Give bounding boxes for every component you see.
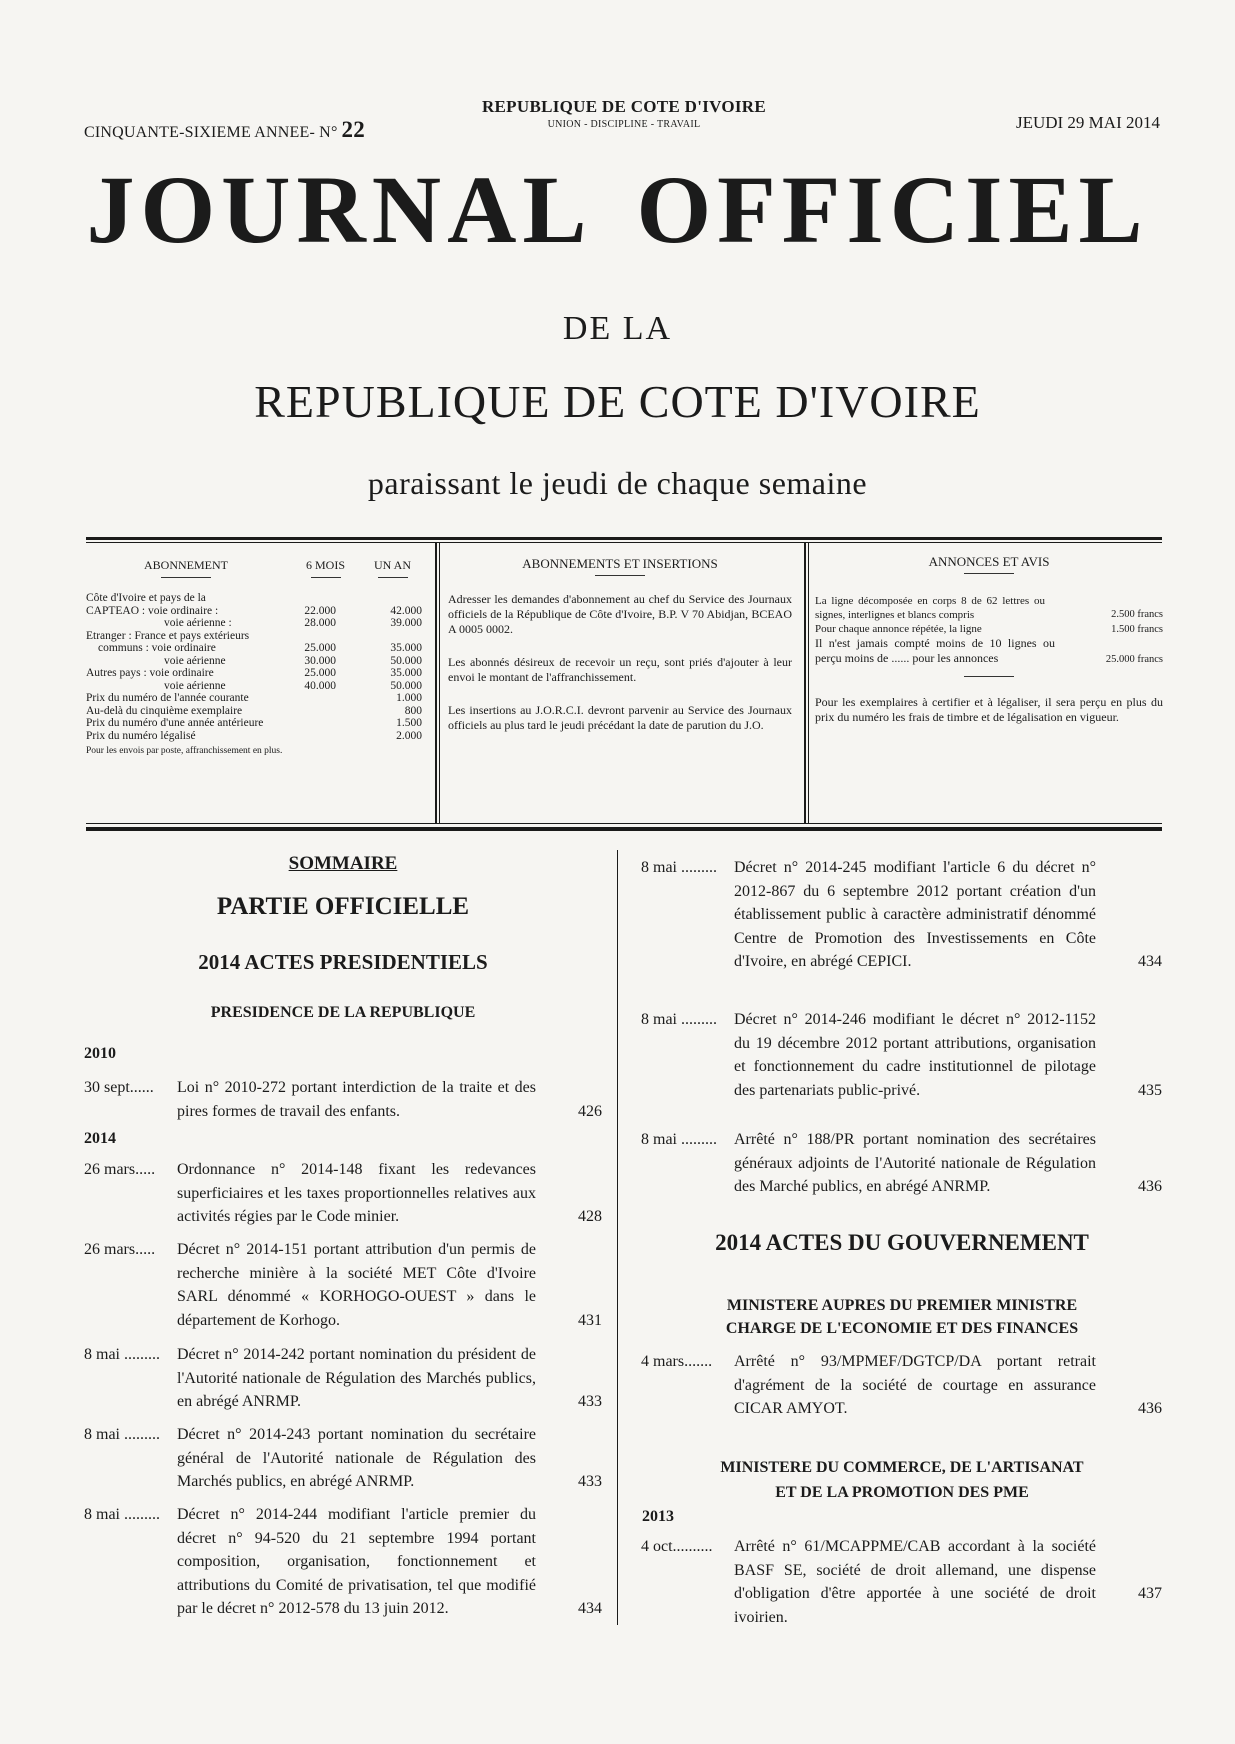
box-divider-1b [439,543,440,823]
subscription-row-label: Prix du numéro légalisé [86,729,196,742]
toc-column-divider [617,850,618,1625]
toc-entry-date: 26 mars..... [84,1161,156,1178]
subscription-box [86,556,422,759]
toc-entry-date: 4 oct.......... [641,1538,713,1555]
year-2013: 2013 [642,1508,674,1525]
toc-entry[interactable] [84,1423,602,1494]
partie-officielle-heading: PARTIE OFFICIELLE [216,893,470,920]
subscription-row-label: voie aérienne [164,654,226,667]
subscription-row-unan: 39.000 [390,617,422,629]
subscription-row-6mois: 30.000 [304,654,336,667]
subscription-header [86,556,422,592]
ministere-commerce-line-1: MINISTERE DU COMMERCE, DE L'ARTISANAT [720,1459,1084,1476]
box-divider-2b [808,543,809,823]
actes-gouvernement-heading: 2014 ACTES DU GOUVERNEMENT [715,1230,1089,1255]
ministere-commerce-heading [640,1455,1164,1505]
subscription-row-label: CAPTEAO : voie ordinaire : [86,604,219,617]
col-un-an: UN AN [374,558,412,572]
ministere-economie-heading [640,1294,1164,1340]
ministere-economie-line-2: CHARGE DE L'ECONOMIE ET DES FINANCES [725,1320,1079,1337]
country-motto: UNION - DISCIPLINE - TRAVAIL [547,119,701,130]
annonces-p3-price: 25.000 francs [1105,654,1163,665]
insertions-p1: Adresser les demandes d'abonnement au chef du Service des Journaux officiels de la République de Côte d'Ivoire, B.P. V 70 Abidjan, BCEAO A 0005 0002. [448,592,792,636]
annonces-p1-price: 2.500 francs [1111,609,1163,620]
toc-entry-text: Loi n° 2010-272 portant interdiction de la traite et des pires formes de travail des enfants. [177,1079,536,1120]
subscription-label: ABONNEMENT [144,558,228,572]
annonces-p2-price: 1.500 francs [1111,624,1163,635]
subscription-row-label: communs : voie ordinaire [98,642,216,654]
toc-entry-text: Ordonnance n° 2014-148 fixant les redevances superficiaires et les taxes proportionnelles relatives aux activités régies par le Code minier. [177,1161,536,1225]
annonces-p2: Pour chaque annonce répétée, la ligne [815,623,982,635]
subscription-row-unan: 50.000 [390,679,422,692]
toc-entry-page: 428 [578,1208,602,1225]
issue-label [84,117,365,143]
toc-entry-date: 4 mars....... [641,1353,713,1370]
year-2010: 2010 [84,1045,116,1062]
subscription-row [86,730,422,743]
subscription-row-label: Prix du numéro d'une année antérieure [86,717,264,729]
subscription-row [86,717,422,730]
insertions-title: ABONNEMENTS ET INSERTIONS [522,556,718,571]
annonces-p4: Pour les exemplaires à certifier et à légaliser, il sera perçu en plus du prix du numéro les frais de timbre et de légalisation en vigueur. [815,695,1163,724]
republic-title: REPUBLIQUE DE COTE D'IVOIRE [254,376,981,427]
toc-entry[interactable] [84,1503,602,1621]
box-bottom-rule-thin [86,823,1162,824]
toc-entry-page: 437 [1138,1585,1162,1602]
issue-date: JEUDI 29 MAI 2014 [1015,113,1160,132]
issue-prefix: CINQUANTE-SIXIEME ANNEE- N° [84,124,338,141]
subscription-row-label: voie aérienne : [164,617,232,629]
toc-entry-page: 434 [578,1600,602,1617]
masthead-title [0,156,1235,263]
toc-entry-text: Arrêté n° 61/MCAPPME/CAB accordant à la société BASF SE, société de droit allemand, une dispense d'obligation d'être apportée à une société de droit ivoirien. [734,1538,1096,1626]
toc-entry-text: Arrêté n° 188/PR portant nomination des secrétaires généraux adjoints de l'Autorité nationale de Régulation des Marché publics, en abrégé ANRMP. [734,1131,1096,1195]
ministere-economie-line-1: MINISTERE AUPRES DU PREMIER MINISTRE [726,1297,1078,1314]
toc-entry-text: Décret n° 2014-246 modifiant le décret n° 2012-1152 du 19 décembre 2012 portant attributions, organisation et fonctionnement du cadre institutionnel de pilotage des partenariats public-privé. [734,1011,1096,1099]
ministere-commerce-line-2: ET DE LA PROMOTION DES PME [775,1484,1029,1501]
box-divider-1 [435,543,437,823]
toc-entry-text: Décret n° 2014-245 modifiant l'article 6 du décret n° 2012-867 du 6 septembre 2012 portant création d'un établissement public à caractère administratif dénommé Centre de Promotion des Investissements en Côte d'Ivoire, en abrégé CEPICI. [734,859,1096,970]
subscription-row-6mois: 25.000 [304,642,336,654]
insertions-p2: Les abonnés désireux de recevoir un reçu, sont priés d'ajouter à leur envoi le montant de l'affranchissement. [448,655,792,684]
toc-entry-text: Décret n° 2014-243 portant nomination du secrétaire général de l'Autorité nationale de Régulation des Marchés publics, en abrégé ANRMP. [177,1426,536,1490]
subscription-row-unan: 35.000 [390,642,422,654]
toc-entry[interactable] [84,1076,602,1123]
subscription-row [86,617,422,630]
subscription-row-unan: 42.000 [390,604,422,617]
subscription-row [86,692,422,705]
subscription-row-6mois: 25.000 [304,667,336,679]
toc-entry[interactable] [84,1343,602,1414]
toc-entry-page: 436 [1138,1400,1162,1417]
top-row [84,97,1160,143]
annonces-box [815,554,1163,725]
tagline: paraissant le jeudi de chaque semaine [367,465,868,501]
toc-entry-date: 30 sept...... [84,1079,154,1096]
subscription-row [86,605,422,618]
toc-entry-date: 8 mai ......... [641,1011,717,1028]
de-la: DE LA [562,310,673,347]
toc-entry-text: Décret n° 2014-151 portant attribution d'un permis de recherche minière à la société MET Côte d'Ivoire SARL dénommé « KORHOGO-OUEST » dans le département de Korhogo. [177,1241,536,1329]
subscription-row-label: Etranger : France et pays extérieurs [86,629,250,642]
subscription-row-label: Autres pays : voie ordinaire [86,667,214,679]
issue-number: 22 [341,117,365,142]
toc-entry-date: 8 mai ......... [641,859,717,876]
year-2014: 2014 [84,1130,116,1147]
subscription-row-6mois: 800 [404,704,422,717]
insertions-p3: Les insertions au J.O.R.C.I. devront parvenir au Service des Journaux officiels au plus tard le jeudi précédant la date de parution du J.O. [448,703,792,732]
insertions-box [448,556,792,733]
subscription-row [86,592,422,605]
toc-entry[interactable] [641,1128,1162,1199]
toc-entry-page: 436 [1138,1178,1162,1195]
subscription-row-6mois: 22.000 [304,604,336,617]
subscription-row-6mois: 28.000 [304,617,336,629]
country-block [474,97,774,130]
subscription-row-unan: 50.000 [390,654,422,667]
col-6-mois: 6 MOIS [306,558,346,572]
subscription-rows [86,592,422,742]
annonces-row-2 [815,622,1163,636]
toc-entry-page: 431 [578,1311,602,1329]
subscription-row [86,630,422,643]
toc-entry-date: 8 mai ......... [84,1506,160,1523]
subscription-row-6mois: 1.500 [396,717,422,729]
toc-entry-page: 434 [1138,953,1162,970]
sommaire-heading: SOMMAIRE [288,853,398,874]
subscription-row-6mois: 40.000 [304,679,336,692]
box-top-rule-thin [86,542,1162,543]
subscription-row-label: voie aérienne [164,679,226,692]
toc-entry-date: 8 mai ......... [641,1131,717,1148]
actes-presidentiels-heading: 2014 ACTES PRESIDENTIELS [198,950,488,974]
subscription-row-label: Au-delà du cinquième exemplaire [86,704,243,717]
toc-entry[interactable] [641,1535,1162,1626]
subscription-row-6mois: 2.000 [396,729,422,742]
toc-entry-page: 426 [578,1102,602,1120]
presidence-heading: PRESIDENCE DE LA REPUBLIQUE [210,1004,476,1021]
subscription-row [86,642,422,655]
subscription-note: Pour les envois par poste, affranchissement en plus. [86,746,283,756]
subscription-row [86,705,422,718]
box-divider-2 [804,543,806,823]
toc-entry-date: 26 mars..... [84,1241,156,1258]
toc-entry-date: 8 mai ......... [84,1346,160,1363]
toc-entry-text: Décret n° 2014-244 modifiant l'article premier du décret n° 94-520 du 21 septembre 1994 portant composition, organisation, fonctionnement et attributions du Comité de privatisation, tel que modifié par le décret n° 2012-578 du 13 juin 2012. [177,1506,536,1617]
subscription-row [86,680,422,693]
toc-entry-text: Décret n° 2014-242 portant nomination du président de l'Autorité nationale de Régulation des Marchés publics, en abrégé ANRMP. [177,1346,536,1410]
toc-entry[interactable] [84,1238,602,1332]
toc-entry[interactable] [641,1350,1162,1421]
toc-entry[interactable] [641,1008,1162,1102]
annonces-row-3 [815,636,1163,666]
toc-entry-text: Arrêté n° 93/MPMEF/DGTCP/DA portant retrait d'agrément de la société de courtage en assurance CICAR AMYOT. [734,1353,1096,1417]
annonces-row-1 [815,594,1163,622]
annonces-p1: La ligne décomposée en corps 8 de 62 lettres ou signes, interlignes et blancs compris [815,595,1045,621]
masthead-word-2: OFFICIEL [636,156,1149,263]
annonces-p3: Il n'est jamais compté moins de 10 lignes ou perçu moins de ...... pour les annonces [815,636,1055,665]
subscription-row-unan: 35.000 [390,667,422,679]
subscription-row [86,667,422,680]
subscription-row-label: Côte d'Ivoire et pays de la [86,592,206,604]
box-top-rule [86,537,1162,540]
annonces-title: ANNONCES ET AVIS [928,554,1050,569]
masthead-word-1: JOURNAL [86,156,593,263]
toc-entry-date: 8 mai ......... [84,1426,160,1443]
toc-entry[interactable] [84,1158,602,1229]
toc-entry-page: 435 [1138,1081,1162,1099]
toc-entry[interactable] [641,856,1162,974]
toc-entry-page: 433 [578,1473,602,1490]
subscription-row [86,655,422,668]
toc-entry-page: 433 [578,1393,602,1410]
box-bottom-rule [86,827,1162,831]
subscription-row-label: Prix du numéro de l'année courante [86,692,249,704]
subscription-row-6mois: 1.000 [396,692,422,704]
country-name: REPUBLIQUE DE COTE D'IVOIRE [481,97,767,116]
